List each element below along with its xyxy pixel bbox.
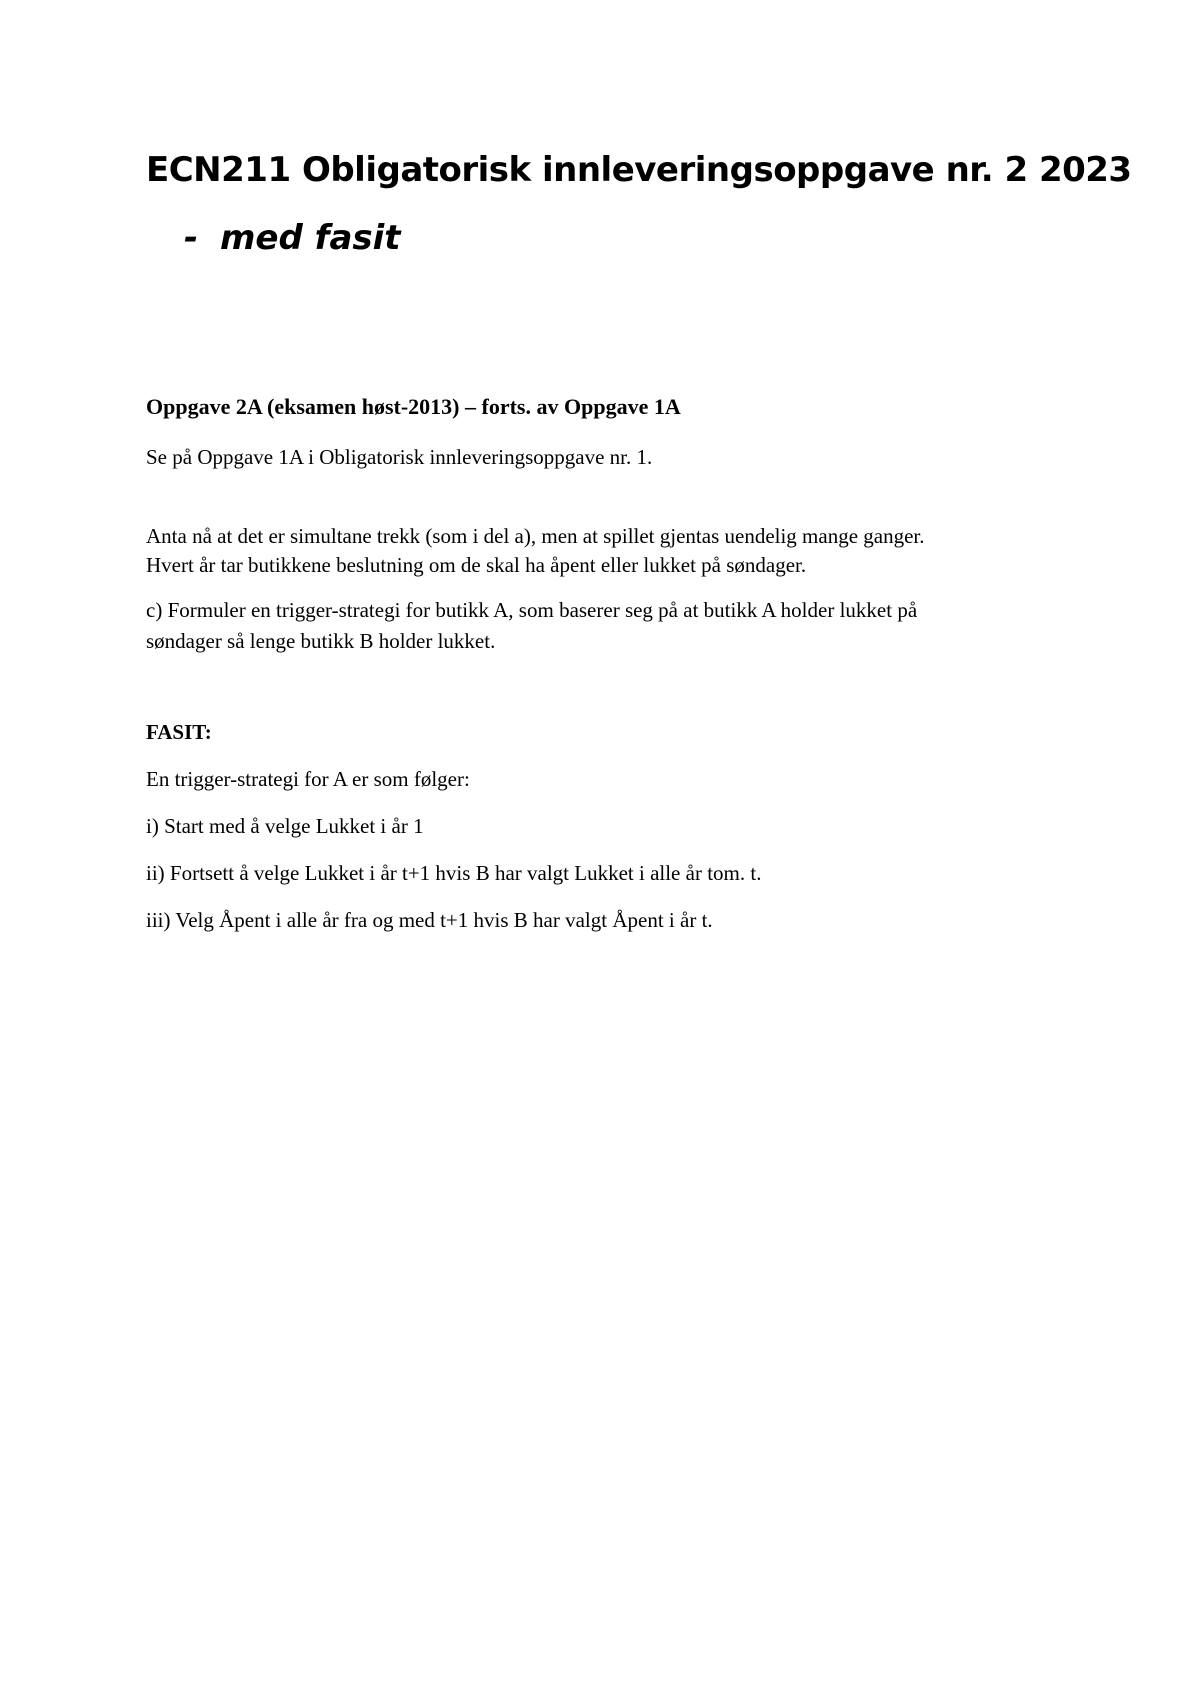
document-subtitle [184,218,401,258]
task-heading: Oppgave 2A (eksamen høst-2013) – forts. av Oppgave 1A [146,394,681,419]
fasit-label: FASIT: [146,720,212,744]
subtitle-dash: - [184,218,199,258]
intro-line-1: Anta nå at det er simultane trekk (som i del a), men at spillet gjentas uendelig mange ganger. [146,524,925,548]
fasit-intro: En trigger-strategi for A er som følger: [146,767,470,791]
question-line-1: c) Formuler en trigger-strategi for butikk A, som baserer seg på at butikk A holder lukket på [146,598,918,622]
fasit-item: iii) Velg Åpent i alle år fra og med t+1 hvis B har valgt Åpent i år t. [146,908,713,932]
reference-text: Se på Oppgave 1A i Obligatorisk innleveringsoppgave nr. 1. [146,445,653,469]
subtitle-text: med fasit [220,218,401,258]
fasit-item: i) Start med å velge Lukket i år 1 [146,814,424,838]
intro-line-2: Hvert år tar butikkene beslutning om de skal ha åpent eller lukket på søndager. [146,553,807,577]
document-title: ECN211 Obligatorisk innleveringsoppgave nr. 2 2023 [146,150,1132,190]
question-line-2: søndager så lenge butikk B holder lukket. [146,629,496,653]
fasit-item: ii) Fortsett å velge Lukket i år t+1 hvis B har valgt Lukket i alle år tom. t. [146,861,762,885]
